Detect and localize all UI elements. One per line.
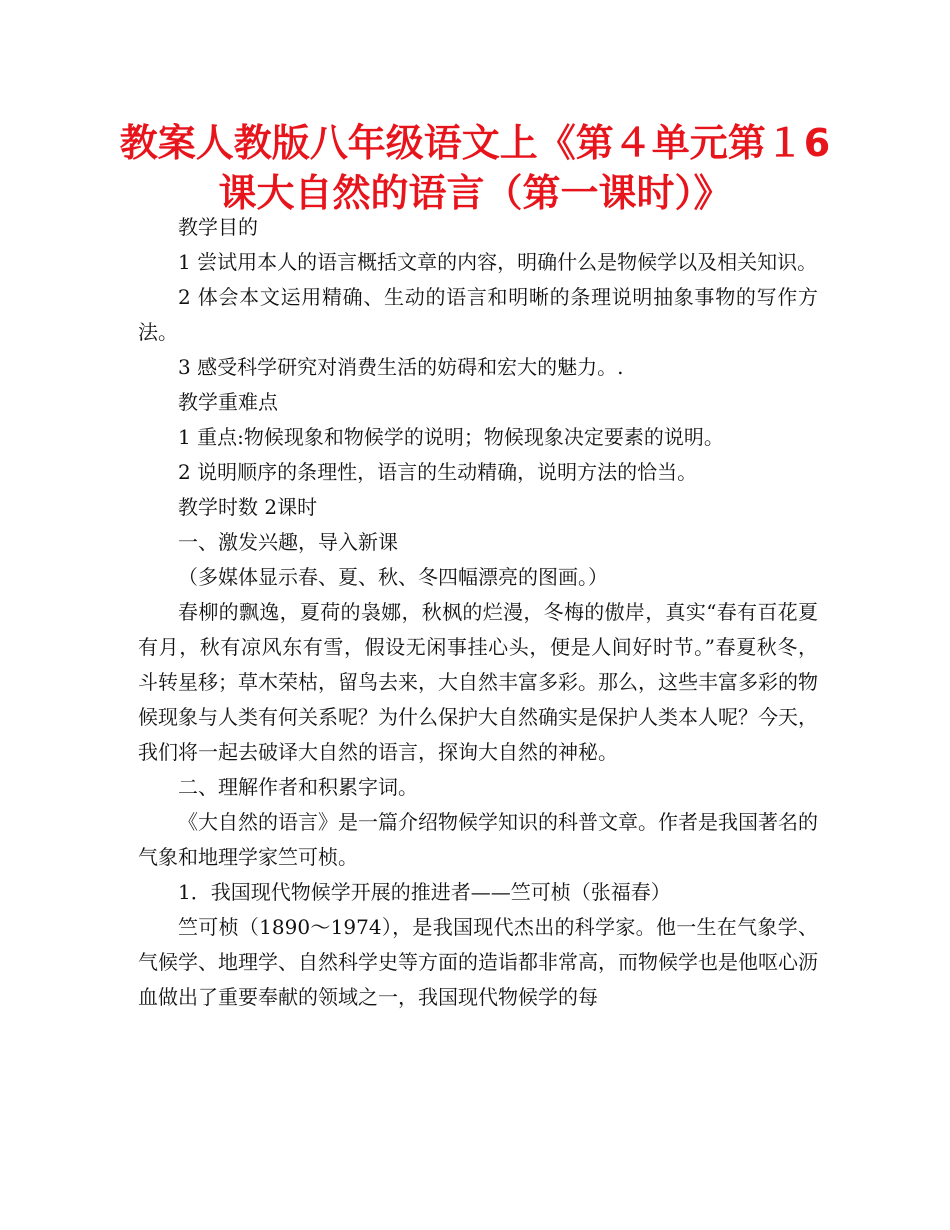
section-heading: 教学目的 bbox=[178, 215, 258, 239]
section-heading: 二、理解作者和积累字词。 bbox=[178, 775, 418, 799]
paragraph: 1 重点:物候现象和物候学的说明；物候现象决定要素的说明。 bbox=[178, 425, 724, 449]
title-line-2: 课大自然的语言（第一课时）》 bbox=[218, 171, 732, 215]
title-line-1: 教案人教版八年级语文上《第４单元第１6 bbox=[119, 121, 831, 165]
paragraph: 《大自然的语言》是一篇介绍物候学知识的科普文章。作者是我国著名的气象和地理学家竺可桢。 bbox=[138, 810, 818, 869]
document-body bbox=[138, 210, 818, 1015]
paragraph: 2 说明顺序的条理性，语言的生动精确，说明方法的恰当。 bbox=[178, 460, 698, 484]
paragraph: 竺可桢（1890～1974），是我国现代杰出的科学家。他一生在气象学、气候学、地理学、自然科学史等方面的造诣都非常高，而物候学也是他呕心沥血做出了重要奉献的领域之一，我国现代物候学的每 bbox=[138, 915, 818, 1009]
paragraph: 教学时数 2课时 bbox=[178, 495, 318, 519]
section-heading: 一、激发兴趣，导入新课 bbox=[178, 530, 398, 554]
paragraph: 2 体会本文运用精确、生动的语言和明晰的条理说明抽象事物的写作方法。 bbox=[138, 285, 818, 344]
paragraph: （多媒体显示春、夏、秋、冬四幅漂亮的图画。） bbox=[178, 565, 608, 589]
paragraph: 1．我国现代物候学开展的推进者——竺可桢（张福春） bbox=[178, 880, 671, 904]
document-title bbox=[100, 118, 850, 218]
section-heading: 教学重难点 bbox=[178, 390, 278, 414]
paragraph: 3 感受科学研究对消费生活的妨碍和宏大的魅力。. bbox=[178, 355, 624, 379]
paragraph: 1 尝试用本人的语言概括文章的内容，明确什么是物候学以及相关知识。 bbox=[178, 250, 818, 274]
paragraph: 春柳的飘逸，夏荷的袅娜，秋枫的烂漫，冬梅的傲岸，真实“春有百花夏有月，秋有凉风东有雪，假设无闲事挂心头，便是人间好时节。”春夏秋冬，斗转星移；草木荣枯，留鸟去来，大自然丰富多彩。那么，这些丰富多彩的物候现象与人类有何关系呢？为什么保护大自然确实是保护人类本人呢？今天，我们将一起去破译大自然的语言，探询大自然的神秘。 bbox=[138, 600, 818, 764]
